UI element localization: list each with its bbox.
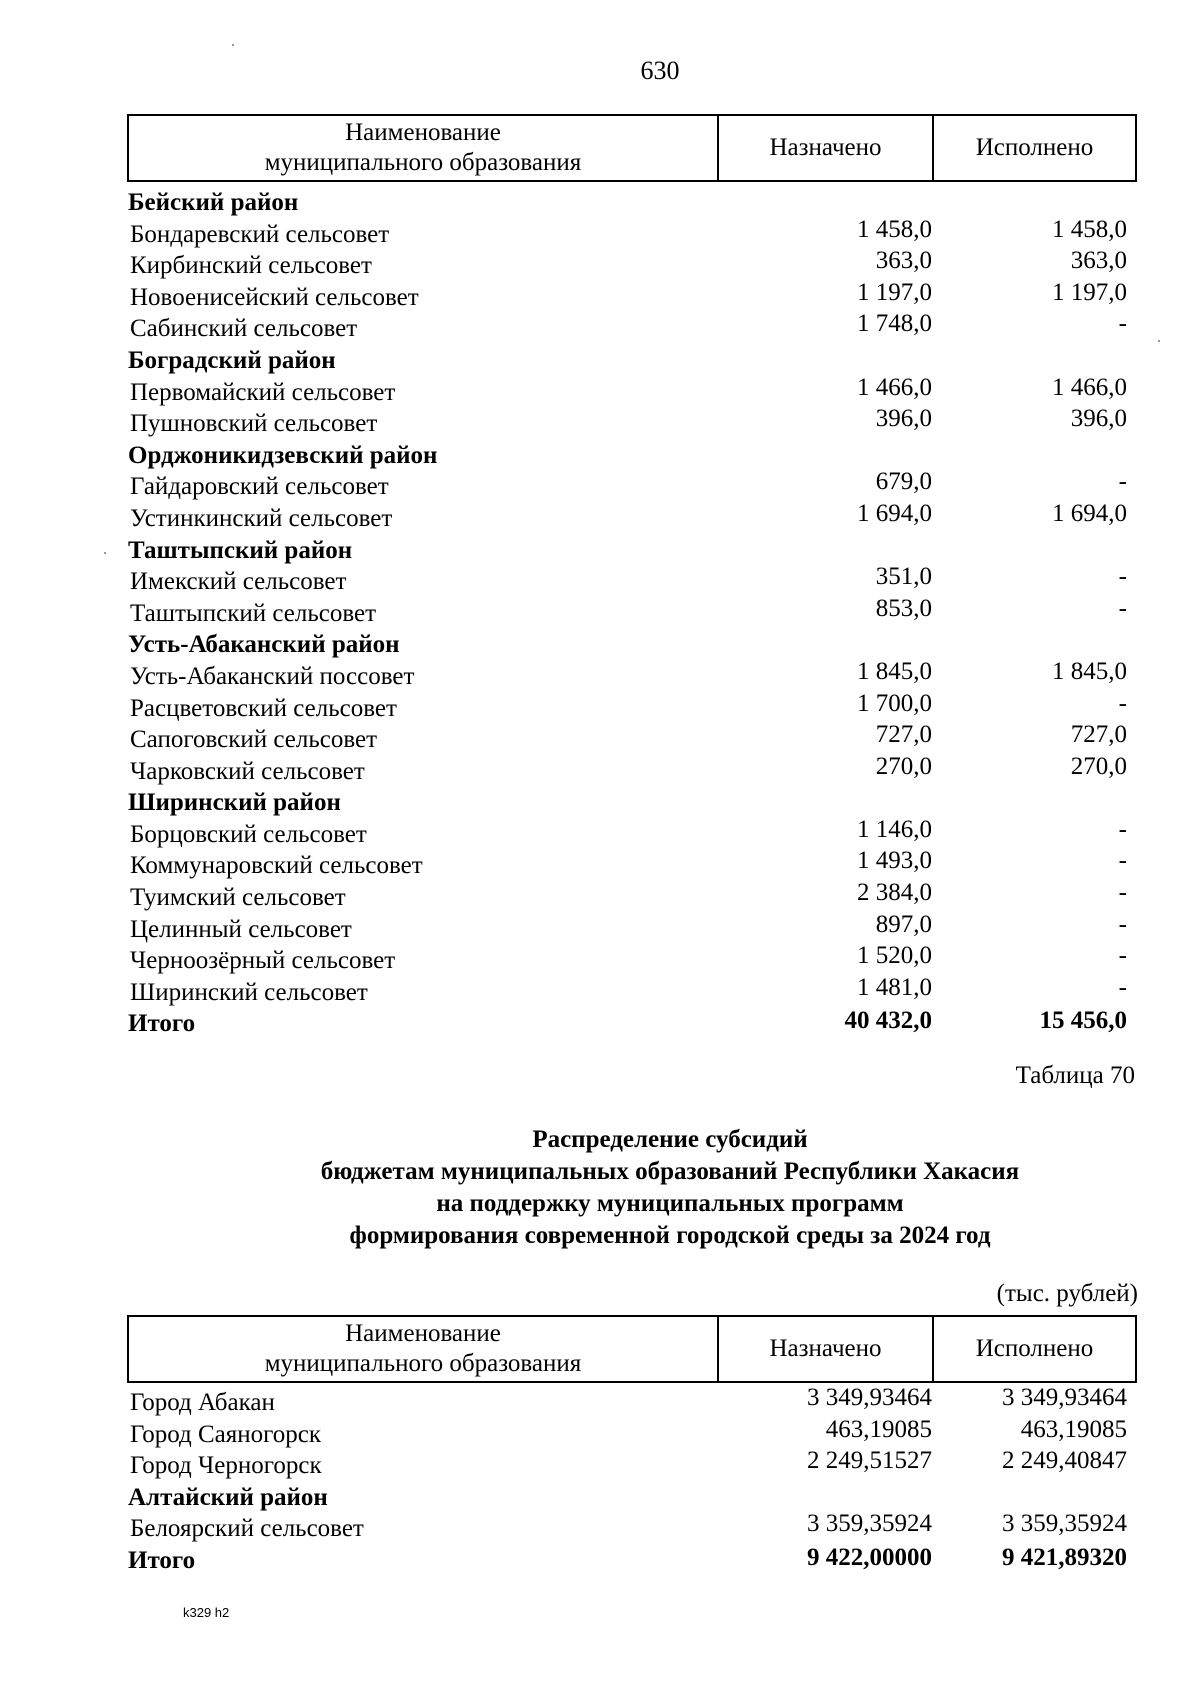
header-name-cell bbox=[129, 1317, 719, 1381]
table-row bbox=[127, 501, 1137, 533]
header-name-line2: муниципального образования bbox=[264, 149, 582, 176]
executed-value: 1 694,0 bbox=[1052, 499, 1127, 527]
assigned-value: 1 700,0 bbox=[857, 689, 932, 717]
assigned-value: 40 432,0 bbox=[844, 1007, 932, 1035]
table-row bbox=[127, 912, 1137, 944]
scan-speck bbox=[232, 44, 234, 46]
executed-value: 463,19085 bbox=[1020, 1415, 1127, 1443]
row-name: Город Абакан bbox=[130, 1389, 275, 1416]
table1-header bbox=[127, 114, 1137, 182]
executed-value: - bbox=[1118, 563, 1127, 591]
executed-value: - bbox=[1118, 594, 1127, 622]
executed-value: 1 466,0 bbox=[1052, 373, 1127, 401]
assigned-value: 351,0 bbox=[875, 563, 932, 591]
table2-header bbox=[127, 1315, 1137, 1383]
header-executed: Исполнено bbox=[975, 134, 1094, 161]
row-name: Город Саяногорск bbox=[130, 1420, 322, 1448]
table-row bbox=[127, 754, 1137, 786]
header-name-line1: Наименование bbox=[345, 119, 501, 146]
executed-value: 15 456,0 bbox=[1039, 1007, 1127, 1035]
executed-value: 270,0 bbox=[1070, 752, 1127, 780]
executed-value: 363,0 bbox=[1070, 247, 1127, 275]
row-name: Боградский район bbox=[128, 346, 336, 374]
row-name: Коммунаровский сельсовет bbox=[130, 852, 423, 880]
row-name: Имекский сельсовет bbox=[130, 568, 347, 596]
row-name: Устинкинский сельсовет bbox=[130, 504, 393, 532]
group-row bbox=[127, 1480, 1137, 1512]
executed-value: - bbox=[1118, 468, 1127, 496]
table-row bbox=[127, 659, 1137, 691]
table-row bbox=[127, 722, 1137, 754]
group-row bbox=[127, 533, 1137, 565]
table-row bbox=[127, 596, 1137, 628]
table1-body bbox=[127, 185, 1137, 1038]
table-row bbox=[127, 564, 1137, 596]
row-name: Итого bbox=[128, 1010, 196, 1038]
row-name: Орджоникидзевский район bbox=[128, 441, 438, 469]
assigned-value: 2 384,0 bbox=[857, 879, 932, 907]
assigned-value: 1 694,0 bbox=[857, 499, 932, 527]
table-row bbox=[127, 469, 1137, 501]
assigned-value: 1 845,0 bbox=[857, 657, 932, 685]
assigned-value: 396,0 bbox=[875, 405, 932, 433]
executed-value: - bbox=[1118, 310, 1127, 338]
title-line: на поддержку муниципальных программ bbox=[436, 1190, 904, 1217]
units-label: (тыс. рублей) bbox=[996, 1280, 1138, 1307]
table-row bbox=[127, 1448, 1137, 1480]
assigned-value: 853,0 bbox=[875, 594, 932, 622]
assigned-value: 270,0 bbox=[875, 752, 932, 780]
table-row bbox=[127, 280, 1137, 312]
group-row bbox=[127, 185, 1137, 217]
row-name: Борцовский сельсовет bbox=[130, 820, 367, 848]
group-row bbox=[127, 438, 1137, 470]
assigned-value: 1 146,0 bbox=[857, 815, 932, 843]
executed-value: 396,0 bbox=[1070, 405, 1127, 433]
executed-value: - bbox=[1118, 879, 1127, 907]
assigned-value: 1 493,0 bbox=[857, 847, 932, 875]
row-name: Белоярский сельсовет bbox=[130, 1515, 364, 1543]
row-name: Расцветовский сельсовет bbox=[130, 694, 397, 722]
row-name: Целинный сельсовет bbox=[130, 915, 352, 943]
assigned-value: 727,0 bbox=[875, 721, 932, 749]
table-row bbox=[127, 1511, 1137, 1543]
row-name: Чарковский сельсовет bbox=[130, 757, 365, 785]
executed-value: - bbox=[1118, 847, 1127, 875]
assigned-value: 363,0 bbox=[875, 247, 932, 275]
row-name: Сапоговский сельсовет bbox=[130, 726, 378, 754]
table-row bbox=[127, 406, 1137, 438]
executed-value: 3 359,35924 bbox=[1002, 1510, 1127, 1538]
assigned-value: 3 349,93464 bbox=[807, 1384, 932, 1411]
table-row bbox=[127, 1385, 1137, 1417]
header-name-line1: Наименование bbox=[345, 1320, 501, 1347]
table-label: Таблица 70 bbox=[1015, 1062, 1135, 1089]
assigned-value: 1 466,0 bbox=[857, 373, 932, 401]
row-name: Ширинский сельсовет bbox=[130, 978, 368, 1006]
row-name: Пушновский сельсовет bbox=[130, 410, 378, 438]
row-name: Итого bbox=[128, 1546, 196, 1574]
table-row bbox=[127, 880, 1137, 912]
row-name: Алтайский район bbox=[128, 1483, 328, 1511]
assigned-value: 1 481,0 bbox=[857, 973, 932, 1001]
row-name: Гайдаровский сельсовет bbox=[130, 473, 389, 501]
executed-value: 1 197,0 bbox=[1052, 278, 1127, 306]
scan-speck bbox=[104, 552, 106, 554]
assigned-value: 2 249,51527 bbox=[807, 1447, 932, 1475]
row-name: Город Черногорск bbox=[130, 1452, 322, 1480]
row-name: Черноозёрный сельсовет bbox=[130, 947, 396, 975]
executed-value: 1 458,0 bbox=[1052, 215, 1127, 243]
row-name: Таштыпский сельсовет bbox=[130, 599, 376, 627]
table-row bbox=[127, 848, 1137, 880]
executed-value: 2 249,40847 bbox=[1002, 1447, 1127, 1475]
group-row bbox=[127, 627, 1137, 659]
table-row bbox=[127, 975, 1137, 1007]
table-row bbox=[127, 217, 1137, 249]
table2-body bbox=[127, 1385, 1137, 1575]
assigned-value: 9 422,00000 bbox=[807, 1543, 932, 1571]
table-row bbox=[127, 817, 1137, 849]
assigned-value: 1 520,0 bbox=[857, 942, 932, 970]
row-name: Усть-Абаканский район bbox=[128, 631, 400, 659]
row-name: Первомайский сельсовет bbox=[130, 378, 396, 406]
table-row bbox=[127, 375, 1137, 407]
title-line: бюджетам муниципальных образований Республики Хакасия bbox=[320, 1158, 1020, 1185]
row-name: Бейский район bbox=[128, 189, 299, 216]
table-row bbox=[127, 1417, 1137, 1449]
title-line: формирования современной городской среды за 2024 год bbox=[349, 1222, 991, 1249]
assigned-value: 3 359,35924 bbox=[807, 1510, 932, 1538]
executed-value: 727,0 bbox=[1070, 721, 1127, 749]
header-assigned: Назначено bbox=[719, 1317, 934, 1381]
header-name-line2: муниципального образования bbox=[264, 1350, 582, 1377]
executed-value: - bbox=[1118, 973, 1127, 1001]
row-name: Новоенисейский сельсовет bbox=[130, 283, 419, 311]
header-assigned: Назначено bbox=[719, 116, 934, 180]
executed-value: 1 845,0 bbox=[1052, 657, 1127, 685]
table-row bbox=[127, 943, 1137, 975]
row-name: Кирбинский сельсовет bbox=[130, 252, 372, 280]
total-row bbox=[127, 1006, 1137, 1038]
title-line: Распределение субсидий bbox=[532, 1126, 808, 1153]
assigned-value: 1 748,0 bbox=[857, 310, 932, 338]
assigned-value: 1 458,0 bbox=[857, 215, 932, 243]
table-row bbox=[127, 248, 1137, 280]
row-name: Таштыпский район bbox=[128, 536, 353, 564]
assigned-value: 463,19085 bbox=[825, 1415, 932, 1443]
table-row bbox=[127, 311, 1137, 343]
row-name: Бондаревский сельсовет bbox=[130, 220, 390, 248]
executed-value: - bbox=[1118, 815, 1127, 843]
group-row bbox=[127, 343, 1137, 375]
header-name-cell bbox=[129, 116, 719, 180]
executed-value: - bbox=[1118, 910, 1127, 938]
group-row bbox=[127, 785, 1137, 817]
executed-value: 3 349,93464 bbox=[1002, 1384, 1127, 1411]
header-executed: Исполнено bbox=[975, 1335, 1094, 1362]
assigned-value: 897,0 bbox=[875, 910, 932, 938]
executed-value: - bbox=[1118, 942, 1127, 970]
row-name: Сабинский сельсовет bbox=[130, 315, 358, 343]
table-row bbox=[127, 691, 1137, 723]
assigned-value: 679,0 bbox=[875, 468, 932, 496]
executed-value: 9 421,89320 bbox=[1002, 1543, 1127, 1571]
executed-value: - bbox=[1118, 689, 1127, 717]
row-name: Туимский сельсовет bbox=[130, 884, 346, 912]
row-name: Ширинский район bbox=[128, 789, 341, 817]
footer-code: k329 h2 bbox=[183, 1605, 230, 1620]
assigned-value: 1 197,0 bbox=[857, 278, 932, 306]
table2-title bbox=[0, 1124, 1200, 1252]
scan-speck bbox=[1158, 340, 1160, 342]
total-row bbox=[127, 1543, 1137, 1575]
page-number: 630 bbox=[640, 56, 680, 85]
row-name: Усть-Абаканский поссовет bbox=[130, 662, 415, 690]
